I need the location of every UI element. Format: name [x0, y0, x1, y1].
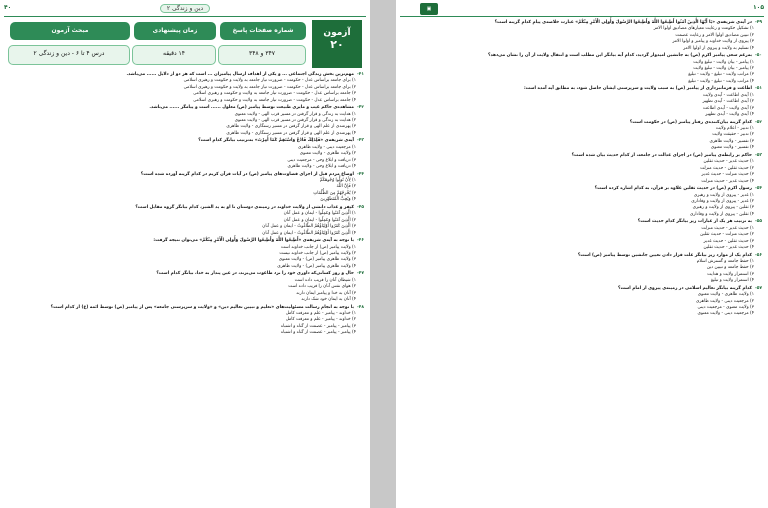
question-text: آیه‌ی شریفه‌ی «فَلِذَلِكَ فَادْعُ وَاسْتَقِمْ كَمَا أُمِرْتَ» به‌ترتیب بیانگر کدام است؟: [198, 138, 354, 144]
answer-option: ۴) ثقلین - پیروی از ولایت و وفاداری: [689, 211, 754, 217]
answer-option: ۱) حدیث غدیر - حدیث ثقلین: [703, 159, 754, 165]
answer-option: ۱) آیه‌ی اطاعت - آیه‌ی ولایت: [702, 92, 754, 98]
right-page-header: [400, 2, 764, 17]
question-number: ۵۴-: [754, 186, 762, 192]
topic-label: مبحث آزمون: [10, 22, 130, 40]
answer-option: ۳) ولایت معنوی - مرجعیت دینی: [697, 304, 754, 310]
answer-option: ۴) جامعه براساس عدل - حکومت - ضرورت تیاز جامعه به ولایت و حکومت و رهبری اسلامی: [193, 97, 356, 103]
answer-option: ۱) خداوند - پیامبر - علم و معرفت کامل: [285, 310, 356, 316]
answer-option: ۲) فَإِنَّ اللَّهَ: [336, 184, 356, 190]
question-item: [6, 72, 364, 104]
answer-option: ۱) شیطان آنان را فریب داده است: [294, 277, 356, 283]
exam-badge: [312, 20, 362, 68]
answer-option: ۳) آنان به خدا و پیامبر ایمان دارند: [296, 290, 356, 296]
time-label: زمان پیشنهادی: [134, 22, 216, 40]
question-text: به ترتیب هر یک از عبارات زیر بیانگر کدام حدیث است؟: [637, 219, 752, 225]
pages-label: شماره صفحات پاسخ: [220, 22, 306, 40]
publisher-logo-icon: ▣: [420, 3, 438, 15]
question-number: ۵۱-: [754, 86, 762, 92]
question-item: [402, 219, 762, 251]
answer-option: ۴) حدیث غدیر - حدیث منزلت: [701, 178, 754, 184]
question-number: ۴۹-: [754, 20, 762, 25]
answer-option: ۲) خداوند - پیامبر - علم و معرفت کامل: [285, 317, 356, 323]
answer-option: ۴) ولایت ظاهری پیامبر (ص) - ولایت ظاهری: [277, 263, 356, 269]
question-number: ۵۷-: [754, 285, 762, 291]
question-text: با توجه به انجام رسالت مسئولیت‌های «تعلیم و تبیین تعالیم دین» و «ولایت و سرپرستی جامعه» پس از پیامبر (ص) توسط ائمه (ع) از کدام است؟: [50, 304, 354, 310]
answer-option: ۱) تدبیر - اعلام ولایت: [715, 126, 754, 132]
question-number: ۴۴-: [356, 171, 364, 177]
answer-option: ۱) هدایت به زندگی و قرار گرفتن در مسیر قرب الهی - ولایت معنوی: [234, 111, 356, 117]
left-page-number: ۴۰: [4, 4, 12, 11]
answer-option: ۳) تفسیر - ولایت ظاهری: [709, 138, 754, 144]
question-text: کدام یک از موارد زیر بیانگر علت قرار دادن تعیین جانشین توسط پیامبر (ص) است؟: [577, 252, 752, 258]
question-number: ۴۷-: [356, 271, 364, 277]
left-page-header: [4, 2, 366, 17]
answer-option: ۳) ولایت ظاهری پیامبر (ص) - ولایت معنوی: [278, 257, 356, 263]
answer-option: ۲) حدیث منزلت - حدیث ثقلین: [700, 232, 754, 238]
question-text: اطاعت و فرمانبرداری از پیامبر (ص) به سبب ولایت و سرپرستی ایشان حاصل شود، به مطابق آیه آمده است:: [523, 86, 752, 92]
answer-option: ۲) هوای نفس آنان را فریب داده است: [288, 284, 356, 290]
answer-option: ۲) تدبیر - حقیقت ولایت: [712, 132, 754, 138]
answer-option: ۳) يُخْرِجُهُمْ مِنَ الظُّلُمَاتِ: [313, 190, 356, 196]
question-item: [6, 238, 364, 270]
question-text: در آیه‌ی شریفه‌ی «يَا أَيُّهَا الَّذِينَ آمَنُوا أَطِيعُوا اللَّهَ وَأَطِيعُوا الرَّسُولَ وَأُولِي الْأَمْرِ مِنْكُمْ» عبارت خلاصه‌ی پیام کدام گزینه است؟: [494, 20, 752, 25]
answer-option: ۳) دریافت و ابلاغ وحی - مرجعیت دینی: [287, 157, 356, 163]
question-number: ۴۱-: [356, 72, 364, 77]
answer-option: ۱) برای جامعه براساس عدل - حکومت - ضرورت تیاز جامعه به ولایت و حکومت و رهبری اسلامی: [183, 78, 356, 84]
question-text: به‌رغم سعی پیامبر اکرم (ص) به جانشین امیدوار گردید، کدام آیه بیانگر این مطلب است و انتقال ولایت از آن را نشان می‌دهد؟: [487, 53, 752, 59]
question-number: ۵۰-: [754, 53, 762, 59]
answer-option: ۱) حفظ جامعه و گسترش اسلام: [696, 258, 754, 264]
answer-option: ۴) استمرار ولایت و تبلیغ: [710, 278, 754, 284]
answer-option: ۱) غدیر - پیروی از ولایت و رهبری: [693, 192, 754, 198]
answer-option: ۳) جامعه براساس عدل - حکومت - ضرورت تیاز جامعه به ولایت و حکومت و رهبری اسلامی: [193, 91, 356, 97]
exam-badge-label: آزمون: [323, 28, 351, 38]
right-page-number: ۱۰۵: [753, 4, 764, 11]
question-item: [6, 205, 364, 237]
left-questions: [6, 72, 364, 504]
question-number: ۵۳-: [754, 152, 762, 158]
answer-option: ۴) تسلیم به ولایت و پیروی از اولوا الامر: [683, 45, 754, 51]
book-gutter: [370, 0, 396, 508]
question-text: کیفر و عذاب دانشی از ولایت خداوند در زمینه‌ی دوستان تا او به ید الشبر، کدام بیانگر گروه مقابل است؟: [135, 204, 354, 210]
question-item: [402, 20, 762, 52]
question-stem: [6, 305, 364, 311]
answer-option: ۴) الَّذِينَ كَفَرُوا أَوْلِيَاؤُهُمُ الطَّاغُوتُ - ایمان و عمل آنان: [262, 230, 356, 236]
question-item: [6, 138, 364, 170]
answer-option: ۳) حدیث منزلت - حدیث غدیر: [701, 172, 754, 178]
answer-option: ۲) الَّذِينَ آمَنُوا وَعَمِلُوا - ایمان و عمل آنان: [283, 217, 356, 223]
question-number: ۴۸-: [356, 304, 364, 310]
answer-option: ۳) مراتب ولایت - تبلیغ - ولایت - تبلیغ: [688, 72, 754, 78]
left-page: [0, 0, 370, 508]
question-text: کدام گزینه بیانگر تعالیم اسلامی در زمینه‌ی پیروی از امام است؟: [618, 285, 752, 291]
question-number: ۴۲-: [356, 105, 364, 111]
exam-badge-number: ۲۰: [330, 38, 344, 51]
time-value: ۱۴ دقیقه: [132, 45, 216, 65]
answer-option: ۲) آیه‌ی اطاعت - آیه‌ی تطهیر: [702, 99, 754, 105]
question-item: [402, 153, 762, 185]
right-page: [396, 0, 768, 508]
question-item: [6, 172, 364, 204]
answer-option: ۴) پهرمندی از علم الهی و قرار گرفتن در مسیر رستگاری - ولایت ظاهری: [226, 130, 356, 136]
answer-option: ۴) مرجعیت دینی - ولایت معنوی: [697, 311, 754, 317]
question-text: با توجه به آیه‌ی شریفه‌ی «أَطِيعُوا اللَّهَ وَأَطِيعُوا الرَّسُولَ وَأُولِي الْأَمْرِ مِنْكُمْ» می‌توان نتیجه گرفت:: [153, 238, 354, 244]
answer-option: ۳) ثقلین - پیروی از ولایت و رهبری: [692, 205, 754, 211]
answer-option: ۳) آیه‌ی ولایت - آیه‌ی اطاعت: [702, 105, 754, 111]
answer-option: ۴) آنان به ایمان خود شک دارند: [301, 296, 356, 302]
question-item: [402, 86, 762, 118]
answer-option: ۲) پیامبر - بیان ولایت - تبلیغ ولایت: [693, 66, 754, 72]
topic-value: درس ۴ تا ۶ - دین و زندگی ۲: [8, 45, 130, 65]
exam-header: [6, 20, 362, 68]
question-text: کدام گزینه بیان‌کننده‌ی رفتار پیامبر (ص) در حکومت است؟: [629, 119, 752, 125]
answer-option: ۴) وَيُحِبُّ الْمُتَطَهِّرِينَ: [320, 197, 356, 203]
pages-value: ۳۴۷ و ۳۴۸: [218, 45, 306, 65]
answer-option: ۲) ولایت ظاهری - ولایت معنوی: [299, 151, 356, 157]
answer-option: ۲) هدایت به زندگی و قرار گرفتن در مسیر قرب الهی - ولایت معنوی: [234, 118, 356, 124]
answer-option: ۴) حدیث غدیر - حدیث ثقلین: [703, 244, 754, 250]
answer-option: ۳) الَّذِينَ كَفَرُوا أَوْلِيَاؤُهُمُ الطَّاغُوتُ - ایمان و عمل آنان: [262, 224, 356, 230]
question-number: ۴۵-: [356, 204, 364, 210]
answer-option: ۲) برای جامعه براساس عدل - حکومت - ضرورت تیاز جامعه به ولایت و حکومت و رهبری اسلامی: [183, 84, 356, 90]
answer-option: ۱) تشکیل حکومت و رعایت معیارهای مصادیق اولوا الامر: [653, 26, 754, 32]
question-item: [402, 253, 762, 285]
question-item: [402, 53, 762, 85]
answer-option: ۳) پهرمندی از علم الهی و قرار گرفتن در مسیر رستگاری - ولایت ظاهری: [226, 124, 356, 130]
answer-option: ۱) ولایت پیامبر (ص) از جانب خداوند است: [280, 244, 356, 250]
answer-option: ۱) لِأَنْ تُوَلُّوا وُجُوهَكُمْ: [319, 178, 356, 184]
answer-option: ۴) آیه‌ی ولایت - آیه‌ی تطهیر: [705, 112, 754, 118]
question-item: [402, 120, 762, 152]
question-item: [402, 286, 762, 318]
answer-option: ۳) پیروی از ولایت خداوند و پیامبر و اولوا الامر: [672, 39, 754, 45]
answer-option: ۴) تفسیر - ولایت معنوی: [710, 145, 754, 151]
question-text: مهم‌ترین بخش زندگی اجتماعی ... و یکی از اهداف ارسال پیامبران ... است که هر دو از دلایل ...... می‌باشد.: [126, 72, 354, 77]
question-number: ۵۵-: [754, 219, 762, 225]
question-item: [6, 105, 364, 137]
question-number: ۵۲-: [754, 119, 762, 125]
question-text: حاکم بر رابطه‌ی پیامبر (ص) در اجرای عدالت در جامعه، از کدام حدیث بیان شده است؟: [571, 152, 752, 158]
question-number: ۴۳-: [356, 138, 364, 144]
question-text: اوضاع مردم قبل از اجرای قضاوت‌های پیامبر (ص) در آیات قرآن کریم در کدام گزینه آورده شده است؟: [140, 171, 354, 177]
answer-option: ۲) غدیر - پیروی از ولایت و وفاداری: [691, 198, 754, 204]
question-number: ۵۶-: [754, 252, 762, 258]
answer-option: ۱) مرجعیت دینی - ولایت ظاهری: [298, 144, 356, 150]
answer-option: ۱) ولایت ظاهری - ولایت معنوی: [697, 292, 754, 298]
answer-option: ۱) پیامبر - بیان ولایت - تبلیغ ولایت: [693, 59, 754, 65]
answer-option: ۳) حدیث ثقلین - حدیث غدیر: [703, 238, 754, 244]
left-header-title: دین و زندگی ۲: [160, 4, 210, 13]
question-text: حال و روز کسانی‌که داوری خود را نزد طاغوت می‌برند، در عین پندار به خدا، بیانگر کدام است؟: [156, 271, 354, 277]
answer-option: ۲) حفظ جامعه و تبیین دین: [706, 265, 754, 271]
question-number: ۴۶-: [356, 238, 364, 244]
answer-option: ۲) مرجعیت دینی - ولایت ظاهری: [696, 298, 754, 304]
answer-option: ۴) مراتب ولایت - تبلیغ - ولایت - تبلیغ: [688, 78, 754, 84]
answer-option: ۲) حدیث ثقلین - حدیث منزلت: [700, 165, 754, 171]
answer-option: ۳) استمرار ولایت و هدایت: [707, 271, 754, 277]
answer-option: ۲) ولایت پیامبر (ص) از جانب خداوند نیست: [279, 250, 356, 256]
right-questions: [402, 20, 762, 504]
answer-option: ۳) پیامبر - پیامبر - عصمت از گناه و اشتباه: [280, 323, 356, 329]
question-text: مشاهده‌ی حاکم غیب و مایری طبیعت توسط پیامبر (ص) معلول ...... است و پیامگر ...... می‌باشد.: [149, 105, 354, 111]
question-item: [6, 305, 364, 337]
answer-option: ۱) حدیث غدیر - حدیث منزلت: [701, 225, 754, 231]
answer-option: ۴) دریافت و ابلاغ وحی - ولایت ظاهری: [287, 164, 356, 170]
answer-option: ۱) الَّذِينَ آمَنُوا وَعَمِلُوا - ایمان و عمل آنان: [283, 211, 356, 217]
question-item: [402, 186, 762, 218]
question-item: [6, 271, 364, 303]
answer-option: ۲) تبیین مصادیق اولوا الامر و رعایت عصمت: [675, 32, 754, 38]
answer-option: ۴) پیامبر - پیامبر - عصمت از گناه و اشتباه: [280, 330, 356, 336]
question-text: رسول اکرم (ص) در حدیث ثقلین علاوه بر قرآن، به کدام اشاره کرده است؟: [594, 186, 752, 192]
